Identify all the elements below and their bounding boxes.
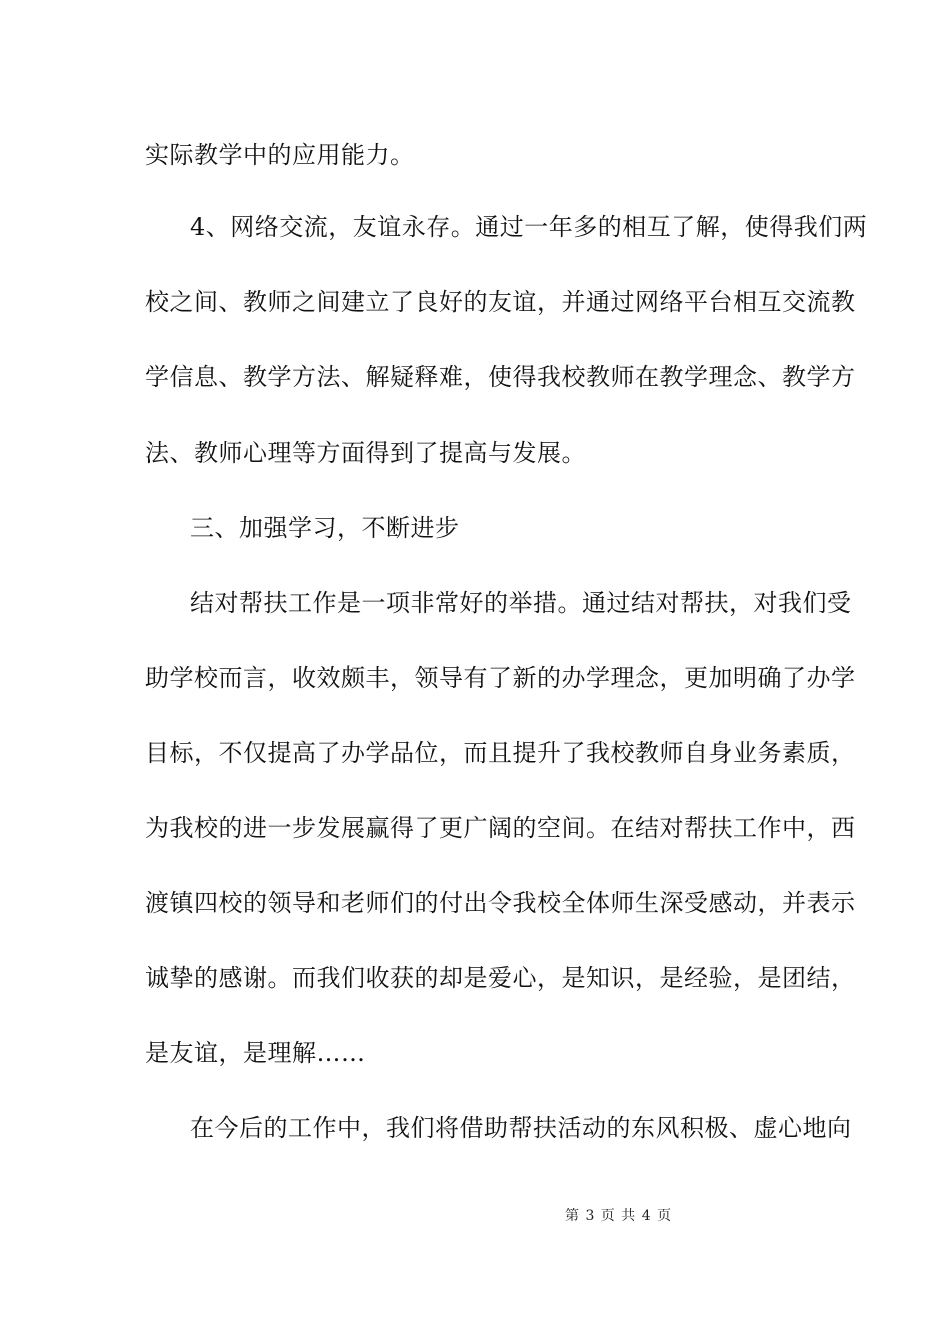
- paragraph-line-5: 法、教师心理等方面得到了提高与发展。: [145, 439, 586, 467]
- paragraph-line-13: 在今后的工作中，我们将借助帮扶活动的东风积极、虚心地向: [190, 1114, 852, 1142]
- paragraph-line-1: 实际教学中的应用能力。: [145, 141, 415, 169]
- paragraph-line-4: 学信息、教学方法、解疑释难，使得我校教师在教学理念、教学方: [145, 363, 856, 391]
- paragraph-line-2: 4、网络交流，友谊永存。通过一年多的相互了解，使得我们两: [190, 213, 868, 241]
- paragraph-line-11: 诚挚的感谢。而我们收获的却是爱心，是知识，是经验，是团结，: [145, 964, 856, 992]
- paragraph-line-9: 为我校的进一步发展赢得了更广阔的空间。在结对帮扶工作中，西: [145, 814, 856, 842]
- paragraph-line-8: 目标，不仅提高了办学品位，而且提升了我校教师自身业务素质，: [145, 739, 856, 767]
- paragraph-line-6: 结对帮扶工作是一项非常好的举措。通过结对帮扶，对我们受: [190, 589, 852, 617]
- paragraph-line-3: 校之间、教师之间建立了良好的友谊，并通过网络平台相互交流教: [145, 288, 856, 316]
- paragraph-line-10: 渡镇四校的领导和老师们的付出令我校全体师生深受感动，并表示: [145, 889, 856, 917]
- paragraph-line-7: 助学校而言，收效颇丰，领导有了新的办学理念，更加明确了办学: [145, 664, 856, 692]
- paragraph-line-12: 是友谊，是理解……: [145, 1039, 366, 1067]
- page-number-footer: 第 3 页 共 4 页: [565, 1208, 673, 1224]
- section-heading: 三、加强学习，不断进步: [190, 514, 460, 542]
